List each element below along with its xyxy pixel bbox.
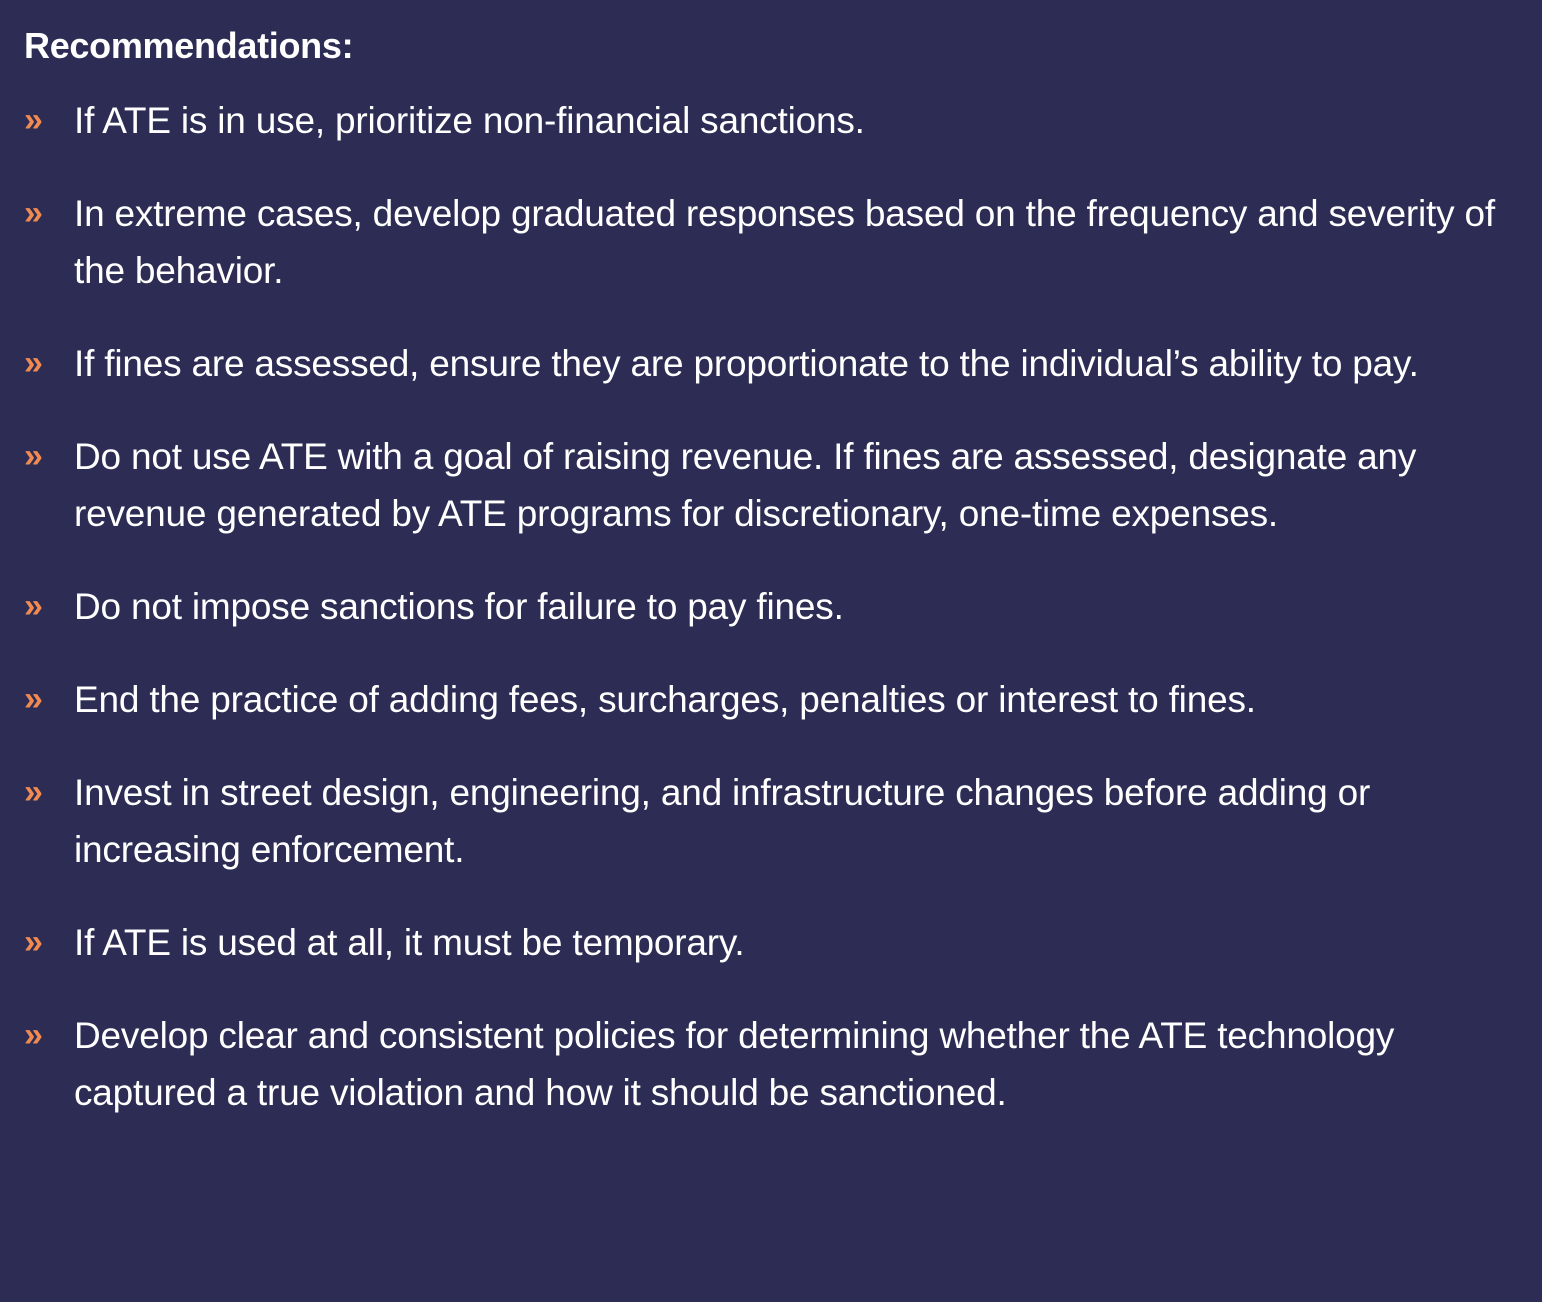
recommendation-item <box>24 185 1518 299</box>
recommendation-item <box>24 578 1518 635</box>
recommendation-text: Do not use ATE with a goal of raising revenue. If fines are assessed, designate any revenue generated by ATE programs for discretionary, one-time expenses. <box>74 436 1417 534</box>
recommendation-item <box>24 335 1518 392</box>
chevron-bullet-icon: » <box>24 437 43 475</box>
recommendation-text: Invest in street design, engineering, and infrastructure changes before adding or increasing enforcement. <box>74 772 1371 870</box>
recommendation-text: If fines are assessed, ensure they are proportionate to the individual’s ability to pay. <box>74 343 1419 384</box>
chevron-bullet-icon: » <box>24 101 43 139</box>
recommendation-text: Develop clear and consistent policies for determining whether the ATE technology captured a true violation and how it should be sanctioned. <box>74 1015 1395 1113</box>
recommendations-heading: Recommendations: <box>24 25 354 66</box>
recommendation-item <box>24 92 1518 149</box>
recommendation-text: If ATE is in use, prioritize non-financial sanctions. <box>74 100 865 141</box>
recommendation-text: Do not impose sanctions for failure to pay fines. <box>74 586 844 627</box>
recommendation-item <box>24 914 1518 971</box>
chevron-bullet-icon: » <box>24 773 43 811</box>
recommendation-text: End the practice of adding fees, surcharges, penalties or interest to fines. <box>74 679 1256 720</box>
chevron-bullet-icon: » <box>24 587 43 625</box>
chevron-bullet-icon: » <box>24 194 43 232</box>
recommendation-text: In extreme cases, develop graduated responses based on the frequency and severity of the behavior. <box>74 193 1495 291</box>
recommendation-item <box>24 428 1518 542</box>
chevron-bullet-icon: » <box>24 344 43 382</box>
recommendation-text: If ATE is used at all, it must be temporary. <box>74 922 745 963</box>
chevron-bullet-icon: » <box>24 680 43 718</box>
recommendation-item <box>24 1007 1518 1121</box>
recommendations-list <box>24 92 1518 1121</box>
recommendation-item <box>24 764 1518 878</box>
chevron-bullet-icon: » <box>24 923 43 961</box>
recommendation-item <box>24 671 1518 728</box>
chevron-bullet-icon: » <box>24 1016 43 1054</box>
